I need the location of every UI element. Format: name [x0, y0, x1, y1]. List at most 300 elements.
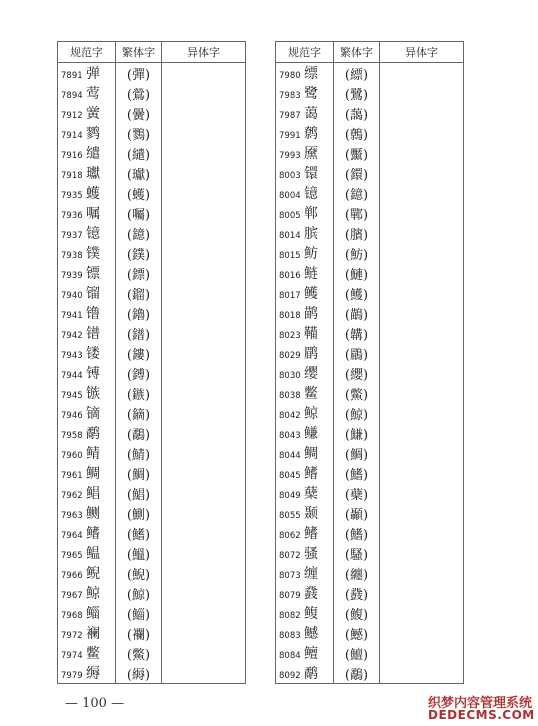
traditional-char: (鷸) [116, 423, 162, 443]
traditional-char: (縟) [116, 663, 162, 684]
table-row [58, 103, 246, 123]
standard-char: 镱 [304, 186, 318, 202]
left-char-table [57, 41, 246, 684]
char-code: 8072 [279, 551, 301, 561]
standard-cell [276, 63, 334, 84]
variant-cell [380, 203, 464, 223]
table-row [58, 583, 246, 603]
char-code: 8079 [279, 591, 301, 601]
standard-char: 鲸 [304, 406, 318, 422]
header-traditional: 繁体字 [334, 42, 380, 63]
table-row [276, 243, 464, 263]
char-code: 8055 [279, 511, 301, 521]
char-code: 7962 [61, 491, 83, 501]
standard-char: 鹛 [304, 346, 318, 362]
traditional-char: (鯛) [334, 443, 380, 463]
table-row [58, 303, 246, 323]
variant-cell [162, 523, 246, 543]
standard-char: 鲷 [86, 466, 100, 482]
standard-char: 缱 [86, 146, 100, 162]
traditional-char: (鰭) [334, 523, 380, 543]
standard-char: 鲂 [304, 246, 318, 262]
char-code: 8015 [279, 251, 301, 261]
standard-char: 鹭 [304, 86, 318, 102]
char-code: 7958 [61, 431, 83, 441]
standard-cell [276, 643, 334, 663]
standard-char: 镂 [86, 346, 100, 362]
standard-cell [276, 423, 334, 443]
table-row [58, 463, 246, 483]
header-variant: 异体字 [162, 42, 246, 63]
traditional-char: (鱣) [334, 643, 380, 663]
standard-cell [276, 323, 334, 343]
variant-cell [162, 663, 246, 684]
standard-cell [276, 463, 334, 483]
table-row [58, 243, 246, 263]
char-code: 8092 [279, 671, 301, 681]
char-code: 8014 [279, 231, 301, 241]
table-row [58, 483, 246, 503]
traditional-char: (鶓) [334, 303, 380, 323]
char-code: 7972 [61, 631, 83, 641]
standard-cell [276, 123, 334, 143]
table-row [58, 323, 246, 343]
standard-char: 郸 [304, 206, 318, 222]
standard-char: 鞴 [304, 326, 318, 342]
variant-cell [162, 143, 246, 163]
traditional-char: (鐠) [116, 323, 162, 343]
traditional-char: (鰭) [116, 523, 162, 543]
standard-char: 鲷 [304, 446, 318, 462]
variant-cell [380, 323, 464, 343]
traditional-char: (鱉) [116, 643, 162, 663]
traditional-char: (鯨) [334, 403, 380, 423]
variant-cell [380, 243, 464, 263]
variant-cell [380, 143, 464, 163]
variant-cell [162, 203, 246, 223]
char-code: 7965 [61, 551, 83, 561]
standard-char: 鳍 [304, 466, 318, 482]
variant-cell [162, 423, 246, 443]
standard-char: 鳍 [86, 526, 100, 542]
char-code: 7987 [279, 111, 301, 121]
traditional-char: (鐶) [334, 163, 380, 183]
char-code: 7960 [61, 451, 83, 461]
table-row [276, 563, 464, 583]
standard-cell [58, 263, 116, 283]
traditional-char: (鱤) [334, 623, 380, 643]
standard-char: 蠖 [86, 186, 100, 202]
traditional-char: (鶥) [334, 343, 380, 363]
standard-char: 鹨 [86, 126, 100, 142]
char-code: 8082 [279, 611, 301, 621]
char-code: 8042 [279, 411, 301, 421]
traditional-char: (鯛) [116, 463, 162, 483]
standard-char: 镨 [86, 326, 100, 342]
standard-cell [276, 103, 334, 123]
traditional-char: (鷸) [334, 663, 380, 684]
traditional-char: (鯨) [116, 583, 162, 603]
traditional-char: (鶯) [116, 83, 162, 103]
traditional-char: (韝) [334, 323, 380, 343]
table-row [276, 203, 464, 223]
variant-cell [380, 403, 464, 423]
standard-char: 鲸 [86, 586, 100, 602]
standard-char: 鳖 [86, 646, 100, 662]
standard-char: 鲵 [86, 566, 100, 582]
traditional-char: (鷯) [334, 123, 380, 143]
standard-cell [58, 623, 116, 643]
traditional-char: (鷚) [116, 123, 162, 143]
standard-char: 缨 [304, 366, 318, 382]
standard-char: 颞 [304, 506, 318, 522]
standard-char: 蔼 [304, 106, 318, 122]
char-code: 8044 [279, 451, 301, 461]
standard-cell [58, 283, 116, 303]
standard-char: 鳠 [304, 286, 318, 302]
char-code: 7980 [279, 71, 301, 81]
variant-cell [380, 643, 464, 663]
standard-char: 莺 [86, 86, 100, 102]
standard-cell [276, 343, 334, 363]
standard-cell [276, 263, 334, 283]
traditional-char: (鎦) [116, 283, 162, 303]
table-row [58, 363, 246, 383]
variant-cell [380, 123, 464, 143]
char-code: 7942 [61, 331, 83, 341]
traditional-char: (鐿) [116, 223, 162, 243]
traditional-char: (鰮) [116, 543, 162, 563]
variant-cell [162, 563, 246, 583]
table-row [58, 403, 246, 423]
char-code: 8038 [279, 391, 301, 401]
standard-cell [276, 523, 334, 543]
table-row [58, 283, 246, 303]
standard-cell [276, 143, 334, 163]
char-code: 8083 [279, 631, 301, 641]
standard-char: 鳡 [304, 626, 318, 642]
table-row [58, 523, 246, 543]
variant-cell [162, 223, 246, 243]
table-row [276, 323, 464, 343]
standard-cell [58, 123, 116, 143]
char-code: 8003 [279, 171, 301, 181]
standard-cell [276, 583, 334, 603]
standard-cell [276, 443, 334, 463]
table-row [276, 183, 464, 203]
char-code: 8084 [279, 651, 301, 661]
watermark-title: 织梦内容管理系统 [428, 696, 533, 711]
standard-char: 骚 [304, 546, 318, 562]
standard-char: 鳆 [304, 606, 318, 622]
traditional-char: (鯢) [116, 563, 162, 583]
traditional-char: (繾) [116, 143, 162, 163]
standard-cell [276, 663, 334, 684]
variant-cell [162, 283, 246, 303]
char-code: 8043 [279, 431, 301, 441]
traditional-char: (襴) [116, 623, 162, 643]
table-row [58, 423, 246, 443]
char-code: 8030 [279, 371, 301, 381]
standard-char: 镝 [86, 406, 100, 422]
char-code: 8049 [279, 491, 301, 501]
traditional-char: (顳) [334, 503, 380, 523]
standard-cell [58, 543, 116, 563]
variant-cell [380, 383, 464, 403]
traditional-char: (鱯) [334, 283, 380, 303]
variant-cell [380, 583, 464, 603]
standard-cell [58, 383, 116, 403]
table-row [58, 603, 246, 623]
table-row [276, 463, 464, 483]
char-code: 7946 [61, 411, 83, 421]
standard-char: 鳒 [304, 426, 318, 442]
table-row [276, 443, 464, 463]
standard-char: 弹 [86, 66, 100, 82]
table-row [276, 403, 464, 423]
variant-cell [380, 463, 464, 483]
standard-cell [58, 63, 116, 84]
standard-char: 鳖 [304, 386, 318, 402]
variant-cell [380, 343, 464, 363]
char-code: 7966 [61, 571, 83, 581]
variant-cell [162, 103, 246, 123]
standard-char: 鼗 [304, 586, 318, 602]
table-row [58, 443, 246, 463]
standard-cell [276, 183, 334, 203]
variant-cell [162, 503, 246, 523]
char-code: 8073 [279, 571, 301, 581]
table-row [276, 103, 464, 123]
variant-cell [380, 423, 464, 443]
standard-char: 镖 [86, 266, 100, 282]
variant-cell [162, 363, 246, 383]
variant-cell [162, 583, 246, 603]
standard-cell [58, 303, 116, 323]
traditional-char: (鑥) [116, 303, 162, 323]
traditional-char: (鼗) [334, 583, 380, 603]
char-code: 7963 [61, 511, 83, 521]
table-row [58, 343, 246, 363]
header-standard: 规范字 [276, 42, 334, 63]
table-row [276, 123, 464, 143]
standard-cell [58, 323, 116, 343]
traditional-char: (鐿) [334, 183, 380, 203]
standard-cell [58, 343, 116, 363]
variant-cell [380, 303, 464, 323]
table-row [58, 543, 246, 563]
standard-cell [58, 463, 116, 483]
header-standard: 规范字 [58, 42, 116, 63]
char-code: 8004 [279, 191, 301, 201]
variant-cell [162, 63, 246, 84]
variant-cell [380, 263, 464, 283]
standard-char: 鲢 [304, 266, 318, 282]
standard-char: 镈 [86, 366, 100, 382]
table-row [276, 663, 464, 684]
standard-char: 镥 [86, 306, 100, 322]
standard-cell [276, 203, 334, 223]
variant-cell [162, 463, 246, 483]
char-code: 7941 [61, 311, 83, 321]
standard-cell [276, 243, 334, 263]
char-code: 7944 [61, 371, 83, 381]
traditional-char: (蘗) [334, 483, 380, 503]
standard-char: 鳣 [304, 646, 318, 662]
char-code: 8062 [279, 531, 301, 541]
char-code: 8018 [279, 311, 301, 321]
standard-char: 襕 [86, 626, 100, 642]
standard-cell [276, 403, 334, 423]
standard-char: 黡 [304, 146, 318, 162]
traditional-char: (黶) [334, 143, 380, 163]
standard-cell [58, 183, 116, 203]
traditional-char: (鏃) [116, 383, 162, 403]
char-code: 7937 [61, 231, 83, 241]
table-row [58, 123, 246, 143]
standard-char: 镮 [304, 166, 318, 182]
standard-cell [58, 143, 116, 163]
table-row [58, 263, 246, 283]
variant-cell [162, 643, 246, 663]
traditional-char: (纏) [334, 563, 380, 583]
standard-char: 缥 [304, 66, 318, 82]
table-row [276, 143, 464, 163]
table-row [58, 83, 246, 103]
variant-cell [380, 283, 464, 303]
char-code: 7912 [61, 111, 83, 121]
standard-char: 黉 [86, 106, 100, 122]
standard-cell [276, 503, 334, 523]
char-code: 7945 [61, 391, 83, 401]
standard-cell [58, 663, 116, 684]
standard-char: 鹬 [304, 666, 318, 682]
standard-char: 鳍 [304, 526, 318, 542]
standard-cell [276, 283, 334, 303]
standard-char: 鲳 [86, 486, 100, 502]
standard-cell [276, 483, 334, 503]
traditional-char: (彈) [116, 63, 162, 84]
standard-cell [58, 403, 116, 423]
char-code: 8005 [279, 211, 301, 221]
standard-cell [58, 103, 116, 123]
table-row [276, 83, 464, 103]
variant-cell [380, 223, 464, 243]
standard-char: 鹬 [86, 426, 100, 442]
traditional-char: (鰭) [334, 463, 380, 483]
traditional-char: (鯔) [116, 603, 162, 623]
table-row [276, 623, 464, 643]
table-row [276, 523, 464, 543]
traditional-char: (鯖) [116, 443, 162, 463]
traditional-char: (鱉) [334, 383, 380, 403]
variant-cell [380, 523, 464, 543]
variant-cell [380, 103, 464, 123]
standard-cell [276, 163, 334, 183]
traditional-char: (鷺) [334, 83, 380, 103]
table-row [58, 63, 246, 84]
char-code: 7983 [279, 91, 301, 101]
standard-cell [58, 583, 116, 603]
traditional-char: (黌) [116, 103, 162, 123]
standard-char: 镱 [86, 226, 100, 242]
traditional-char: (鯧) [116, 483, 162, 503]
standard-cell [58, 203, 116, 223]
watermark-url: DEDECMS.COM [428, 708, 535, 722]
traditional-char: (鰱) [334, 263, 380, 283]
traditional-char: (蠖) [116, 183, 162, 203]
table-row [276, 343, 464, 363]
traditional-char: (鏑) [116, 403, 162, 423]
standard-cell [58, 563, 116, 583]
header-row [58, 42, 246, 63]
standard-char: 缛 [86, 666, 100, 682]
variant-cell [162, 343, 246, 363]
char-code: 7891 [61, 71, 83, 81]
standard-char: 镤 [86, 246, 100, 262]
table-row [58, 623, 246, 643]
variant-cell [162, 623, 246, 643]
traditional-char: (鎛) [116, 363, 162, 383]
standard-cell [58, 423, 116, 443]
table-row [276, 643, 464, 663]
variant-cell [380, 443, 464, 463]
standard-char: 鲭 [86, 446, 100, 462]
table-row [58, 183, 246, 203]
standard-char: 鲻 [86, 606, 100, 622]
table-row [276, 583, 464, 603]
table-row [276, 263, 464, 283]
char-code: 7940 [61, 291, 83, 301]
variant-cell [162, 263, 246, 283]
header-variant: 异体字 [380, 42, 464, 63]
standard-char: 鲗 [86, 506, 100, 522]
table-row [58, 503, 246, 523]
standard-cell [58, 223, 116, 243]
table-row [276, 483, 464, 503]
char-code: 7894 [61, 91, 83, 101]
traditional-char: (騷) [334, 543, 380, 563]
standard-cell [58, 523, 116, 543]
variant-cell [380, 183, 464, 203]
char-code: 7968 [61, 611, 83, 621]
char-code: 7993 [279, 151, 301, 161]
variant-cell [162, 603, 246, 623]
table-row [58, 563, 246, 583]
table-row [276, 603, 464, 623]
traditional-char: (鏷) [116, 243, 162, 263]
variant-cell [380, 623, 464, 643]
table-row [58, 383, 246, 403]
variant-cell [162, 123, 246, 143]
standard-cell [276, 363, 334, 383]
char-code: 7918 [61, 171, 83, 181]
variant-cell [380, 603, 464, 623]
standard-cell [276, 603, 334, 623]
traditional-char: (鰜) [334, 423, 380, 443]
traditional-char: (鏤) [116, 343, 162, 363]
standard-cell [276, 543, 334, 563]
char-code: 7967 [61, 591, 83, 601]
table-row [58, 643, 246, 663]
char-code: 8023 [279, 331, 301, 341]
standard-char: 蘖 [304, 486, 318, 502]
traditional-char: (囑) [116, 203, 162, 223]
standard-char: 嘱 [86, 206, 100, 222]
table-row [276, 383, 464, 403]
table-row [276, 423, 464, 443]
standard-char: 镞 [86, 386, 100, 402]
